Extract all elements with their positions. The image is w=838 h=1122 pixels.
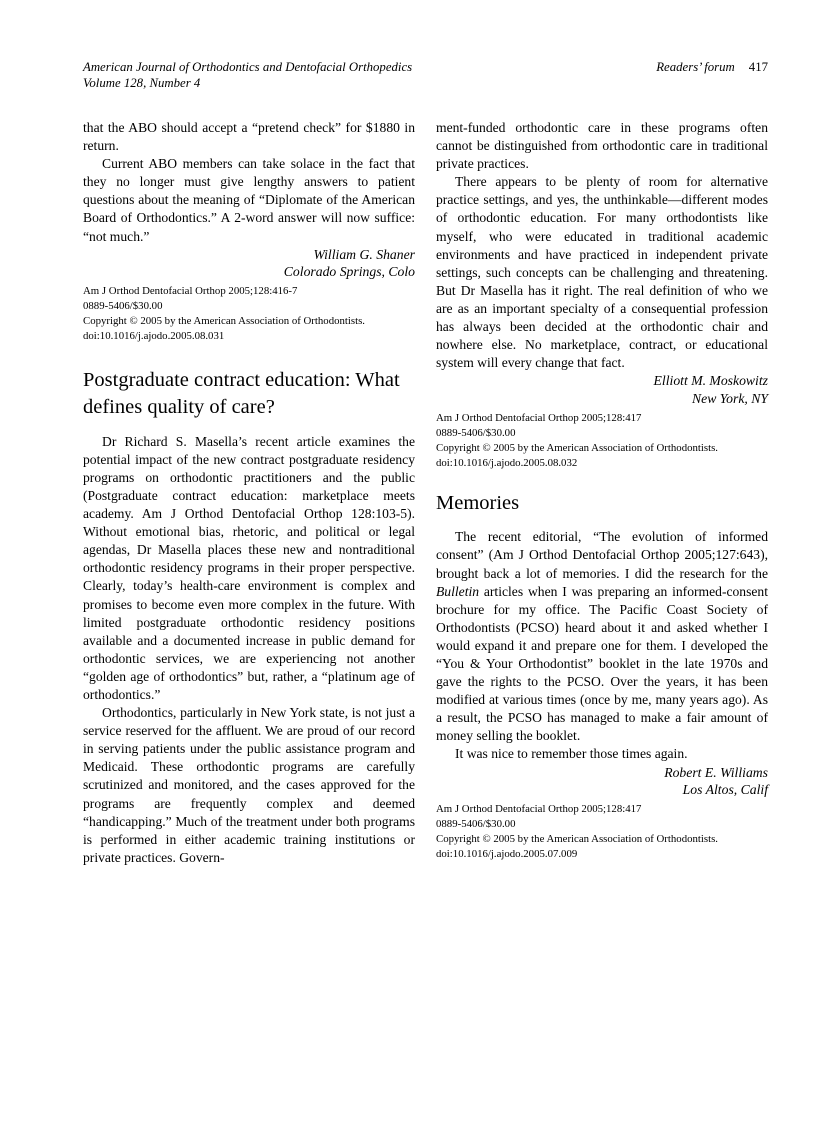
letter2-author: Elliott M. Moskowitz	[653, 373, 768, 389]
section-name: Readers’ forum	[656, 60, 735, 74]
citation-issn-price: 0889-5406/$30.00	[436, 818, 516, 831]
journal-info	[83, 60, 412, 91]
letter1-paragraph-1: that the ABO should accept a “pretend check” for $1880 in return.	[83, 120, 415, 154]
letter3-paragraph-1-text: The recent editorial, “The evolution of informed consent” (Am J Orthod Dentofacial Orthop 2005;127:643), brought back a lot of memories. I did the research for the	[436, 529, 768, 581]
letter3-author: Robert E. Williams	[664, 764, 768, 780]
left-column	[83, 119, 415, 867]
citation-doi: doi:10.1016/j.ajodo.2005.08.032	[436, 456, 578, 469]
page-number: 417	[748, 60, 768, 74]
right-column	[436, 119, 768, 867]
citation-copyright: Copyright © 2005 by the American Association of Orthodontists.	[83, 315, 365, 328]
letter2-citation	[436, 411, 768, 470]
letter3-paragraph-1-text-cont: articles when I was preparing an informed-consent brochure for my office. The Pacific Coast Society of Orthodontists (PCSO) heard about it and asked whether I would expand it and prepare one for them. I developed the “You & Your Orthodontist” booklet in the late 1970s and gave the rights to the PCSO. Over the years, it has been modified at various times (once by me, many years ago). As a result, the PCSO has managed to make a fair amount of money selling the booklet.	[436, 583, 768, 744]
letter1-citation	[83, 284, 415, 343]
letter1-paragraph-2: Current ABO members can take solace in the fact that they no longer must give lengthy answers to patient questions about the meaning of “Diplomate of the American Board of Orthodontics.” A 2-word answer will now suffice: “not much.”	[83, 156, 415, 244]
citation-copyright: Copyright © 2005 by the American Association of Orthodontists.	[436, 832, 718, 845]
letter3-title: Memories	[436, 492, 520, 515]
journal-volume: Volume 128, Number 4	[83, 75, 201, 90]
letter2-paragraph-4: There appears to be plenty of room for alternative practice settings, and yes, the unthinkable—different modes of orthodontic education. For many orthodontists like myself, who were educated in traditional academic environments and have practiced in independent private settings, such concepts can be challenging and threatening. But Dr Masella has it right. The real definition of who we are as an important specialty of a consequential profession has always been decided at the orthodontic chair and nowhere else. No marketplace, contract, or educational system will every change that fact.	[436, 174, 768, 371]
citation-reference: Am J Orthod Dentofacial Orthop 2005;128:417	[436, 803, 642, 816]
page-header	[83, 60, 768, 91]
letter3-signature	[436, 764, 768, 799]
letter1-signature	[83, 246, 415, 281]
citation-copyright: Copyright © 2005 by the American Association of Orthodontists.	[436, 441, 718, 454]
letter2-paragraph-2: Orthodontics, particularly in New York state, is not just a service reserved for the affluent. We are proud of our record in serving patients under the public assistance program and Medicaid. These orthodontic programs are carefully scrutinized and monitored, and the cases approved for the programs are frequently complex and deemed “handicapping.” Much of the treatment under both programs is performed in either academic training institutions or private practices. Govern-	[83, 705, 415, 865]
citation-reference: Am J Orthod Dentofacial Orthop 2005;128:416-7	[83, 285, 298, 298]
letter1-location: Colorado Springs, Colo	[283, 264, 415, 280]
letter1-author: William G. Shaner	[313, 246, 415, 262]
bulletin-italic-word: Bulletin	[436, 583, 480, 599]
citation-doi: doi:10.1016/j.ajodo.2005.07.009	[436, 847, 578, 860]
letter2-paragraph-3: ment-funded orthodontic care in these programs often cannot be distinguished from orthodontic care in traditional private practices.	[436, 120, 768, 172]
citation-doi: doi:10.1016/j.ajodo.2005.08.031	[83, 329, 225, 342]
letter2-signature	[436, 372, 768, 407]
letter3-location: Los Altos, Calif	[682, 781, 768, 797]
letter2-location: New York, NY	[692, 390, 768, 406]
letter3-paragraph-2: It was nice to remember those times again.	[455, 746, 688, 762]
citation-issn-price: 0889-5406/$30.00	[83, 300, 163, 313]
citation-issn-price: 0889-5406/$30.00	[436, 426, 516, 439]
letter3-citation	[436, 802, 768, 861]
running-head	[656, 60, 768, 76]
letter2-title: Postgraduate contract education: What defines quality of care?	[83, 368, 400, 419]
letter3-paragraph-1	[436, 528, 768, 745]
letter2-paragraph-1: Dr Richard S. Masella’s recent article examines the potential impact of the new contract postgraduate residency programs on orthodontic practitioners and the public (Postgraduate contract education: marketplace meets academy. Am J Orthod Dentofacial Orthop 128:103-5). Without emotional bias, rhetoric, and political or legal agendas, Dr Masella places these new and nontraditional orthodontic residency programs in their proper perspective. Clearly, today’s health-care environment is complex and promises to become even more complex in the future. With limited postgraduate orthodontic residency positions available and a documented increase in public demand for orthodontic services, we are experiencing not another “golden age of orthodontics” but, rather, a “platinum age of orthodontics.”	[83, 433, 415, 702]
journal-title: American Journal of Orthodontics and Dentofacial Orthopedics	[83, 60, 413, 74]
citation-reference: Am J Orthod Dentofacial Orthop 2005;128:417	[436, 412, 642, 425]
two-column-body	[83, 119, 768, 867]
